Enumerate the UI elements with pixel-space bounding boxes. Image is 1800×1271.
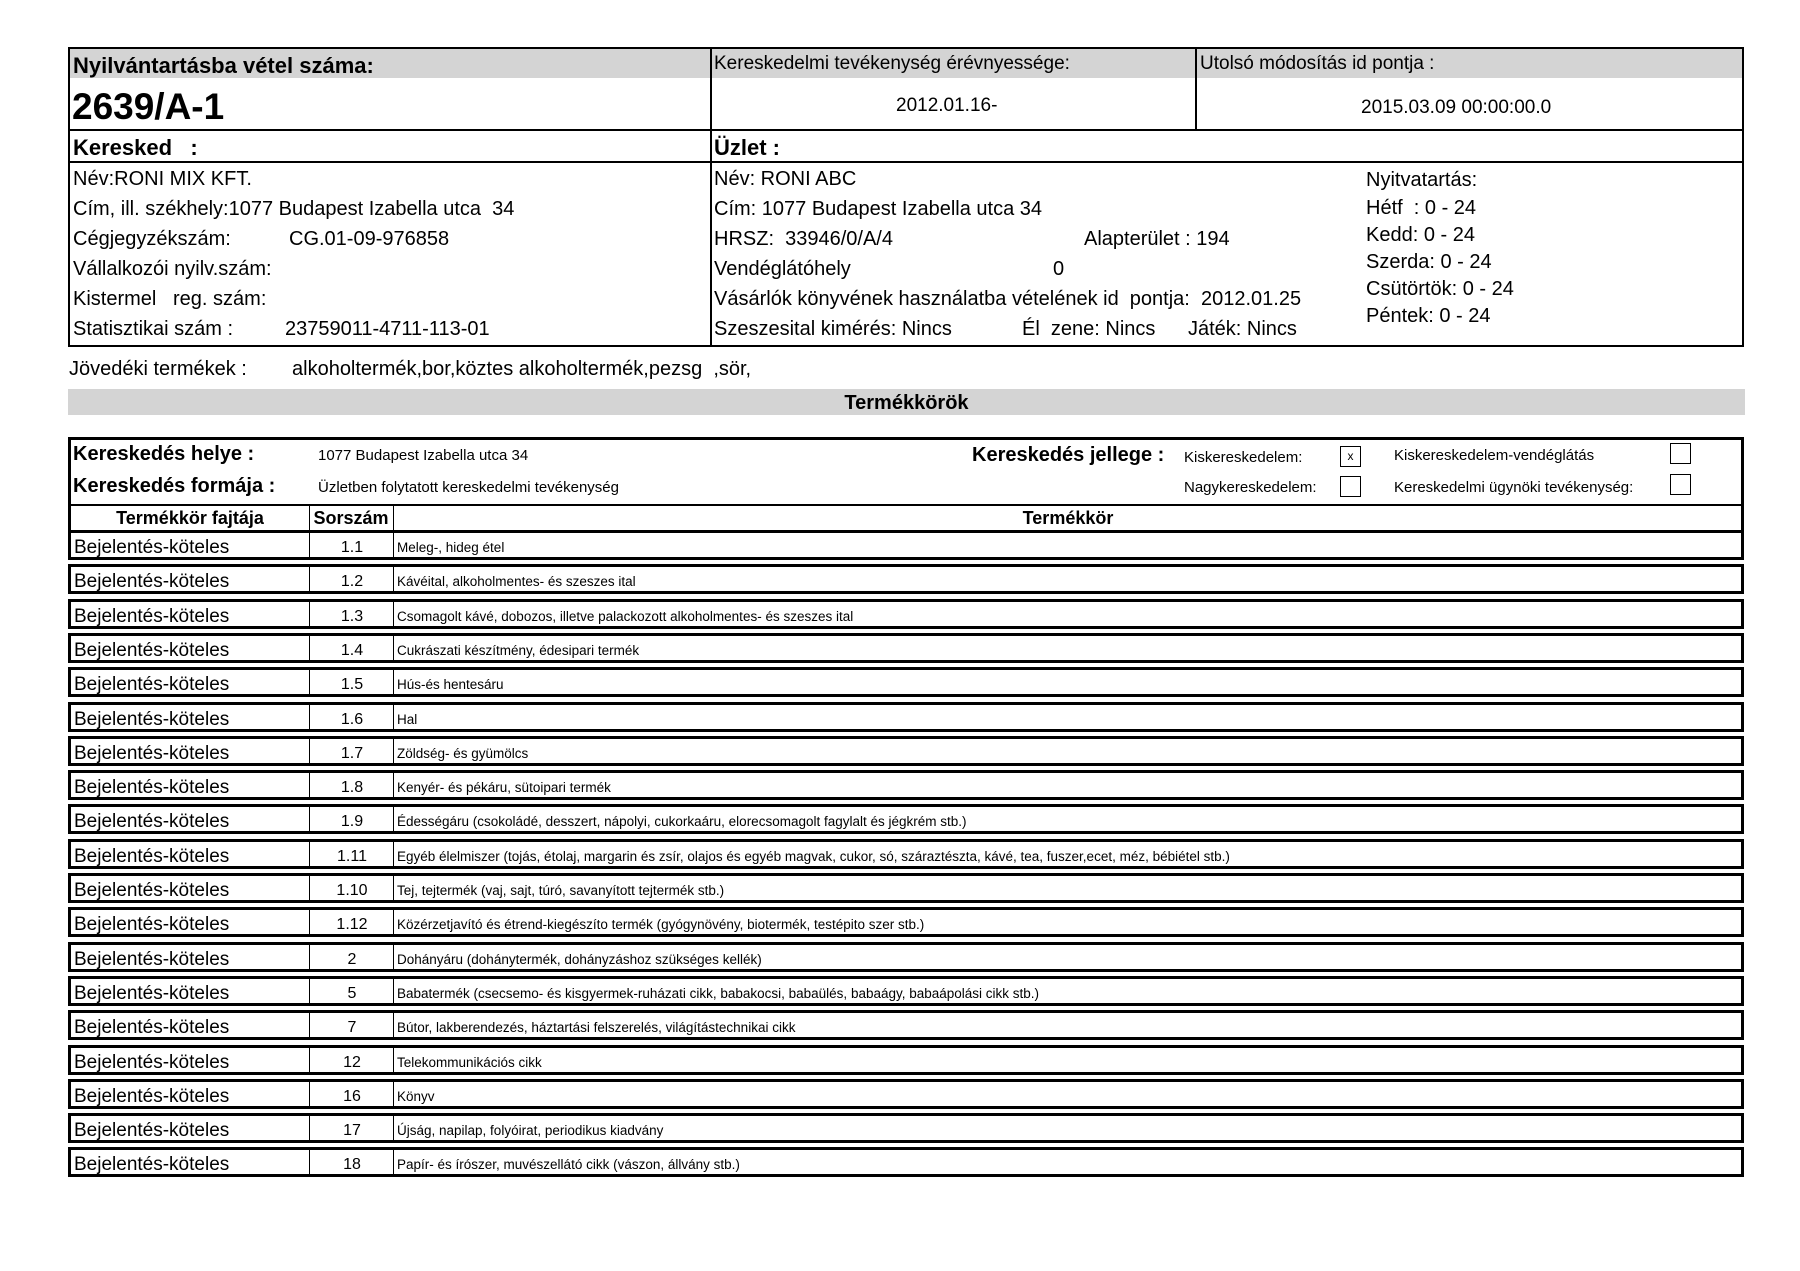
- row-product: Hal: [397, 712, 418, 727]
- trade-place-value: 1077 Budapest Izabella utca 34: [318, 447, 529, 464]
- trade-place-label: Kereskedés helye :: [73, 443, 255, 465]
- customer-book: Vásárlók könyvének használatba vételének id pontja: 2012.01.25: [714, 288, 1302, 310]
- divider: [309, 979, 310, 1003]
- divider: [309, 945, 310, 969]
- row-type: Bejelentés-köteles: [74, 1120, 230, 1141]
- divider: [309, 1116, 310, 1140]
- table-row: [68, 942, 1744, 972]
- row-product: Közérzetjavító és étrend-kiegészíto termék (gyógynövény, biotermék, testépito szer stb.): [397, 917, 925, 932]
- row-type: Bejelentés-köteles: [74, 914, 230, 935]
- row-type: Bejelentés-köteles: [74, 1086, 230, 1107]
- row-type: Bejelentés-köteles: [74, 537, 230, 558]
- row-number: 1.8: [340, 779, 364, 796]
- table-row: [68, 564, 1744, 594]
- divider: [393, 842, 394, 866]
- divider: [309, 1150, 310, 1174]
- excise-value: alkoholtermék,bor,köztes alkoholtermék,pezsg ,sör,: [292, 358, 752, 380]
- divider: [309, 739, 310, 763]
- row-product: Zöldség- és gyümölcs: [397, 746, 529, 761]
- row-product: Bútor, lakberendezés, háztartási felszerelés, világítástechnikai cikk: [397, 1020, 796, 1035]
- table-row: [68, 1147, 1744, 1177]
- shop-name: Név: RONI ABC: [714, 168, 857, 190]
- trader-title: Keresked :: [73, 135, 198, 160]
- row-number: 2: [347, 951, 357, 968]
- row-number: 1.10: [336, 882, 368, 899]
- excise-label: Jövedéki termékek :: [69, 358, 247, 380]
- table-row: [68, 530, 1744, 560]
- trade-form-label: Kereskedés formája :: [73, 475, 276, 497]
- divider: [393, 1048, 394, 1072]
- divider: [309, 773, 310, 797]
- table-row: [68, 599, 1744, 629]
- shop-address: Cím: 1077 Budapest Izabella utca 34: [714, 198, 1042, 220]
- validity-label: Kereskedelmi tevékenység érévnyessége:: [714, 53, 1070, 74]
- row-type: Bejelentés-köteles: [74, 1052, 230, 1073]
- divider: [309, 602, 310, 626]
- modified-label: Utolsó módosítás id pontja :: [1200, 53, 1435, 74]
- row-number: 1.3: [340, 608, 364, 625]
- row-number: 18: [343, 1156, 361, 1173]
- row-number: 1.5: [340, 676, 364, 693]
- column-header-number: Sorszám: [313, 508, 389, 528]
- gaming: Játék: Nincs: [1188, 318, 1297, 340]
- agent-checkbox[interactable]: [1670, 474, 1691, 495]
- divider: [393, 533, 394, 557]
- registration-label: Nyilvántartásba vétel száma:: [73, 53, 374, 78]
- opening-day: Szerda: 0 - 24: [1366, 251, 1492, 273]
- divider: [309, 807, 310, 831]
- retail-checkbox[interactable]: x: [1340, 446, 1361, 467]
- opening-day: Hétf : 0 - 24: [1366, 197, 1477, 219]
- shop-title: Üzlet :: [714, 135, 780, 160]
- row-number: 1.2: [340, 573, 364, 590]
- stat-value: 23759011-4711-113-01: [285, 318, 490, 340]
- divider: [393, 670, 394, 694]
- registration-number: 2639/A-1: [72, 86, 225, 127]
- row-type: Bejelentés-köteles: [74, 743, 230, 764]
- catering-value: 0: [1053, 258, 1065, 280]
- row-product: Babatermék (csecsemo- és kisgyermek-ruházati cikk, babakocsi, babaülés, babaágy, babaápolási cikk stb.): [397, 986, 1040, 1001]
- divider: [309, 670, 310, 694]
- row-number: 1.6: [340, 711, 364, 728]
- row-product: Édességáru (csokoládé, desszert, nápolyi, cukorkaáru, elorecsomagolt fagylalt és jégkrém stb.): [397, 814, 967, 829]
- row-product: Dohányáru (dohánytermék, dohányzáshoz szükséges kellék): [397, 952, 762, 967]
- row-type: Bejelentés-köteles: [74, 640, 230, 661]
- table-row: [68, 667, 1744, 697]
- row-product: Meleg-, hideg étel: [397, 540, 505, 555]
- divider: [393, 773, 394, 797]
- table-row: [68, 976, 1744, 1006]
- shop-area: Alapterület : 194: [1084, 228, 1230, 250]
- divider: [68, 129, 1744, 131]
- row-type: Bejelentés-köteles: [74, 983, 230, 1004]
- row-number: 1.7: [340, 745, 364, 762]
- row-type: Bejelentés-köteles: [74, 709, 230, 730]
- row-product: Csomagolt kávé, dobozos, illetve palackozott alkoholmentes- és szeszes ital: [397, 609, 854, 624]
- stat-label: Statisztikai szám :: [73, 318, 234, 340]
- modified-value: 2015.03.09 00:00:00.0: [1361, 97, 1552, 118]
- row-number: 1.9: [340, 813, 364, 830]
- trader-address: Cím, ill. székhely:1077 Budapest Izabella utca 34: [73, 198, 515, 220]
- divider: [393, 739, 394, 763]
- table-row: [68, 907, 1744, 937]
- row-product: Cukrászati készítmény, édesipari termék: [397, 643, 640, 658]
- divider: [309, 567, 310, 591]
- divider: [393, 1150, 394, 1174]
- row-number: 7: [347, 1019, 357, 1036]
- table-row: [68, 804, 1744, 834]
- entrepreneur-reg: Vállalkozói nyilv.szám:: [73, 258, 272, 280]
- opening-day: Péntek: 0 - 24: [1366, 305, 1491, 327]
- row-product: Tej, tejtermék (vaj, sajt, túró, savanyított tejtermék stb.): [397, 883, 725, 898]
- row-number: 1.12: [336, 916, 368, 933]
- table-row: [68, 839, 1744, 869]
- table-row: [68, 1079, 1744, 1109]
- divider: [309, 1013, 310, 1037]
- agent-label: Kereskedelmi ügynöki tevékenység:: [1394, 479, 1634, 496]
- row-product: Hús-és hentesáru: [397, 677, 504, 692]
- divider: [393, 1082, 394, 1106]
- opening-day: Kedd: 0 - 24: [1366, 224, 1475, 246]
- row-type: Bejelentés-köteles: [74, 1154, 230, 1175]
- row-type: Bejelentés-köteles: [74, 880, 230, 901]
- table-row: [68, 633, 1744, 663]
- divider: [393, 567, 394, 591]
- row-number: 12: [343, 1054, 361, 1071]
- divider: [710, 47, 712, 347]
- retail-catering-label: Kiskereskedelem-vendéglátás: [1394, 447, 1595, 464]
- table-row: [68, 1045, 1744, 1075]
- row-product: Egyéb élelmiszer (tojás, étolaj, margarin és zsír, olajos és egyéb magvak, cukor, só, száraztészta, kávé, tea, fuszer,ecet, méz, bébiétel stb.): [397, 849, 1230, 864]
- wholesale-checkbox[interactable]: [1340, 476, 1361, 497]
- row-type: Bejelentés-köteles: [74, 949, 230, 970]
- row-type: Bejelentés-köteles: [74, 811, 230, 832]
- company-reg-label: Cégjegyzékszám:: [73, 228, 231, 250]
- opening-title: Nyitvatartás:: [1366, 169, 1478, 191]
- row-product: Papír- és írószer, muvészellátó cikk (vászon, állvány stb.): [397, 1157, 740, 1172]
- row-number: 1.1: [340, 539, 364, 556]
- alcohol-serving: Szeszesital kimérés: Nincs: [714, 318, 952, 340]
- row-product: Kenyér- és pékáru, sütoipari termék: [397, 780, 611, 795]
- table-row: [68, 736, 1744, 766]
- row-number: 5: [347, 985, 357, 1002]
- table-row: [68, 770, 1744, 800]
- row-product: Könyv: [397, 1089, 435, 1104]
- row-type: Bejelentés-köteles: [74, 674, 230, 695]
- divider: [309, 910, 310, 934]
- row-type: Bejelentés-köteles: [74, 1017, 230, 1038]
- catering-label: Vendéglátóhely: [714, 258, 851, 280]
- divider: [393, 876, 394, 900]
- trade-form-value: Üzletben folytatott kereskedelmi tevékenység: [318, 479, 619, 496]
- trade-nature-label: Kereskedés jellege :: [972, 444, 1165, 466]
- divider: [309, 842, 310, 866]
- row-type: Bejelentés-köteles: [74, 846, 230, 867]
- row-product: Újság, napilap, folyóirat, periodikus kiadvány: [397, 1123, 664, 1138]
- divider: [393, 1116, 394, 1140]
- divider: [309, 876, 310, 900]
- table-row: [68, 1010, 1744, 1040]
- divider: [309, 705, 310, 729]
- row-type: Bejelentés-köteles: [74, 606, 230, 627]
- section-title: Termékkörök: [844, 392, 969, 414]
- trader-name: Név:RONI MIX KFT.: [73, 168, 252, 190]
- row-product: Telekommunikációs cikk: [397, 1055, 542, 1070]
- divider: [309, 1082, 310, 1106]
- column-header-type: Termékkör fajtája: [116, 508, 264, 528]
- retail-catering-checkbox[interactable]: [1670, 443, 1691, 464]
- row-product: Kávéital, alkoholmentes- és szeszes ital: [397, 574, 636, 589]
- divider: [393, 705, 394, 729]
- row-number: 17: [343, 1122, 361, 1139]
- small-producer-reg: Kistermel reg. szám:: [73, 288, 267, 310]
- divider: [309, 1048, 310, 1072]
- table-row: [68, 873, 1744, 903]
- divider: [309, 533, 310, 557]
- divider: [1195, 47, 1197, 130]
- row-number: 1.4: [340, 642, 364, 659]
- row-type: Bejelentés-köteles: [74, 777, 230, 798]
- column-header-product: Termékkör: [1022, 508, 1114, 528]
- row-number: 16: [343, 1088, 361, 1105]
- divider: [393, 636, 394, 660]
- opening-day: Csütörtök: 0 - 24: [1366, 278, 1514, 300]
- row-type: Bejelentés-köteles: [74, 571, 230, 592]
- wholesale-label: Nagykereskedelem:: [1184, 479, 1317, 496]
- divider: [309, 636, 310, 660]
- divider: [68, 161, 1744, 163]
- live-music: Él zene: Nincs: [1022, 318, 1156, 340]
- retail-label: Kiskereskedelem:: [1184, 449, 1303, 466]
- divider: [393, 945, 394, 969]
- divider: [393, 807, 394, 831]
- divider: [393, 979, 394, 1003]
- row-number: 1.11: [337, 848, 367, 865]
- table-row: [68, 1113, 1744, 1143]
- table-row: [68, 702, 1744, 732]
- divider: [393, 910, 394, 934]
- validity-value: 2012.01.16-: [896, 95, 998, 116]
- divider: [393, 602, 394, 626]
- company-reg-value: CG.01-09-976858: [289, 228, 450, 250]
- shop-hrsz: HRSZ: 33946/0/A/4: [714, 228, 893, 250]
- table-header: [68, 504, 1744, 531]
- divider: [393, 1013, 394, 1037]
